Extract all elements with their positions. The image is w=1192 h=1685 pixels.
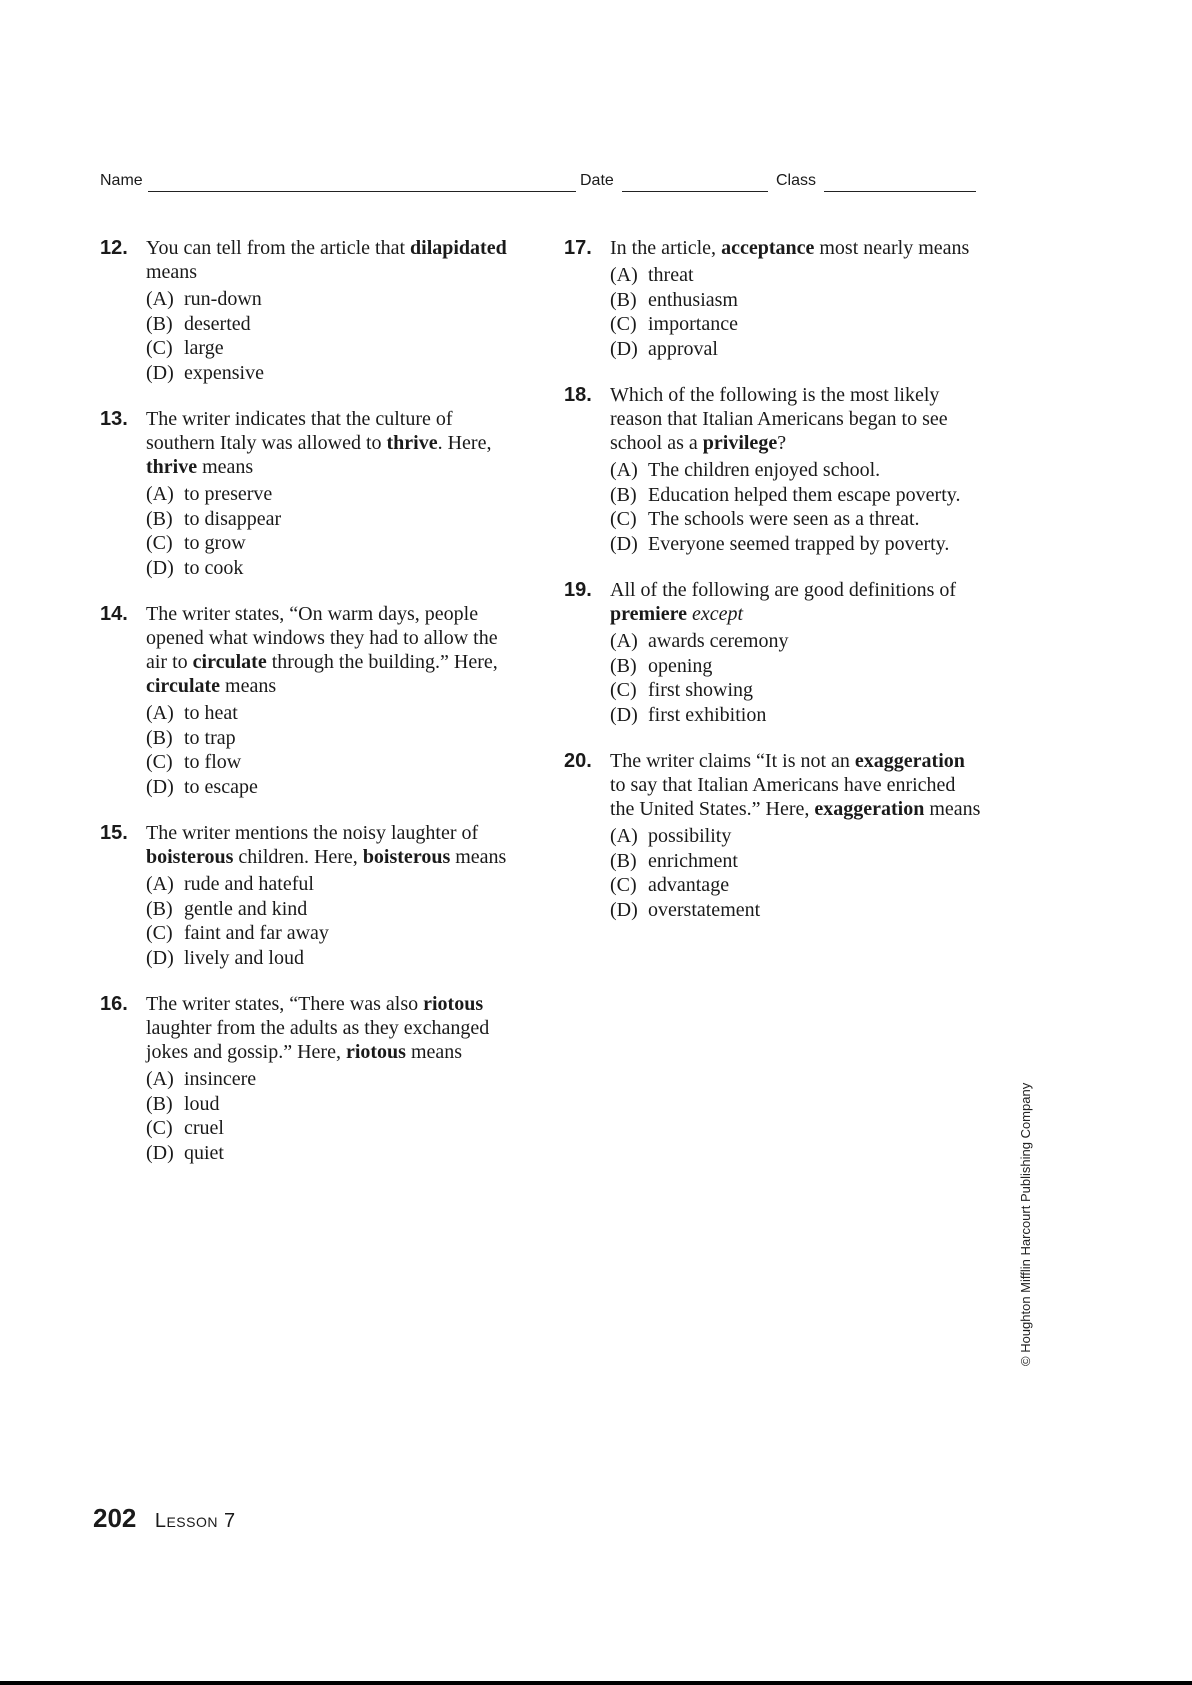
option-text: to cook [184, 556, 244, 579]
answer-options [610, 629, 984, 727]
answer-option[interactable] [610, 849, 984, 874]
option-letter: (B) [146, 1092, 173, 1115]
question-stem [610, 578, 984, 626]
stem-text: In the article, [610, 237, 722, 259]
question-stem [146, 236, 520, 284]
stem-text: means [405, 1041, 463, 1063]
answer-option[interactable] [146, 1067, 520, 1092]
option-text: The children enjoyed school. [648, 459, 881, 481]
question-block [564, 236, 984, 361]
option-text: enrichment [648, 849, 738, 872]
question-block [100, 602, 520, 799]
option-letter: (C) [610, 508, 637, 530]
stem-text: means [220, 675, 277, 697]
answer-option[interactable] [610, 312, 984, 337]
option-letter: (D) [146, 775, 174, 798]
answer-option[interactable] [610, 288, 984, 313]
stem-text: most nearly means [814, 237, 970, 259]
option-text: importance [648, 313, 738, 335]
option-text: quiet [184, 1141, 224, 1164]
answer-options [610, 263, 984, 361]
question-stem [610, 383, 984, 455]
option-letter: (D) [146, 556, 174, 579]
vocabulary-word: thrive [146, 456, 198, 478]
vocabulary-word: boisterous [146, 846, 234, 868]
option-text: rude and hateful [184, 873, 314, 895]
answer-option[interactable] [146, 531, 520, 556]
option-text: to heat [184, 702, 238, 724]
option-letter: (D) [146, 1141, 174, 1164]
answer-option[interactable] [146, 726, 520, 751]
lesson-label: Lesson 7 [154, 1510, 236, 1532]
stem-text: ? [777, 432, 787, 454]
answer-option[interactable] [146, 556, 520, 581]
option-text: Everyone seemed trapped by poverty. [648, 532, 950, 555]
option-text: gentle and kind [184, 897, 308, 920]
page-bottom-edge [0, 1681, 1192, 1685]
name-label: Name [100, 172, 143, 189]
question-stem [146, 992, 520, 1064]
option-letter: (D) [146, 946, 174, 969]
option-text: insincere [184, 1068, 257, 1090]
question-stem [146, 602, 520, 698]
option-text: expensive [184, 361, 264, 384]
page-number: 202 [93, 1503, 137, 1533]
option-letter: (A) [610, 825, 638, 847]
question-block [100, 407, 520, 580]
stem-text: The writer states, “On warm days, people opened what windows they had to allow the air to [146, 603, 498, 673]
option-text: faint and far away [184, 922, 329, 944]
question-number: 15. [100, 822, 128, 844]
answer-option[interactable] [146, 872, 520, 897]
option-letter: (A) [146, 483, 174, 505]
question-number: 20. [564, 750, 592, 772]
answer-option[interactable] [146, 701, 520, 726]
option-letter: (C) [146, 532, 173, 554]
answer-option[interactable] [146, 921, 520, 946]
option-letter: (C) [610, 679, 637, 701]
vocabulary-word: thrive [386, 432, 438, 454]
option-letter: (B) [146, 312, 173, 335]
vocabulary-word: privilege [702, 432, 778, 454]
option-text: The schools were seen as a threat. [648, 508, 920, 530]
option-letter: (C) [146, 751, 173, 773]
question-number: 12. [100, 237, 128, 259]
question-block [100, 992, 520, 1165]
option-text: enthusiasm [648, 288, 738, 311]
answer-option[interactable] [610, 654, 984, 679]
question-block [564, 749, 984, 922]
answer-option[interactable] [146, 507, 520, 532]
answer-options [146, 287, 520, 385]
option-text: awards ceremony [648, 630, 789, 652]
option-text: first showing [648, 679, 753, 701]
answer-option[interactable] [610, 678, 984, 703]
answer-option[interactable] [146, 1092, 520, 1117]
question-block [564, 383, 984, 556]
vocabulary-word: premiere [610, 603, 688, 625]
vocabulary-word: circulate [146, 675, 221, 697]
vocabulary-word: exaggeration [854, 750, 965, 772]
stem-text: means [197, 456, 254, 478]
option-letter: (A) [146, 702, 174, 724]
option-text: cruel [184, 1117, 224, 1139]
option-letter: (A) [146, 1068, 174, 1090]
question-stem [146, 407, 520, 479]
question-block [100, 821, 520, 970]
answer-options [146, 872, 520, 970]
stem-text: The writer states, “There was also [146, 993, 424, 1015]
option-letter: (B) [610, 288, 637, 311]
option-letter: (D) [146, 361, 174, 384]
option-text: advantage [648, 874, 730, 896]
vocabulary-word: acceptance [721, 237, 815, 259]
stem-text: The writer claims “It is not an [610, 750, 855, 772]
option-text: possibility [648, 825, 732, 847]
option-text: threat [648, 264, 694, 286]
answer-option[interactable] [610, 873, 984, 898]
right-question-column [564, 236, 984, 944]
option-letter: (D) [610, 532, 638, 555]
answer-option[interactable] [146, 1116, 520, 1141]
question-stem [610, 236, 984, 260]
name-field[interactable] [148, 191, 576, 192]
answer-options [146, 1067, 520, 1165]
option-text: to trap [184, 726, 236, 749]
answer-option[interactable] [146, 336, 520, 361]
answer-option[interactable] [610, 532, 984, 557]
option-letter: (C) [146, 1117, 173, 1139]
vocabulary-word: boisterous [362, 846, 451, 868]
question-stem [146, 821, 520, 869]
vocabulary-word: riotous [345, 1041, 406, 1063]
option-letter: (A) [146, 873, 174, 895]
question-block [564, 578, 984, 727]
stem-text: means [924, 798, 981, 820]
answer-option[interactable] [610, 824, 984, 849]
vocabulary-word: dilapidated [410, 237, 507, 259]
option-letter: (A) [610, 630, 638, 652]
answer-options [146, 482, 520, 580]
option-text: large [184, 337, 224, 359]
option-text: to disappear [184, 507, 282, 530]
name-date-class-header [100, 172, 980, 198]
vocabulary-word: circulate [192, 651, 267, 673]
option-letter: (C) [146, 337, 173, 359]
question-number: 13. [100, 408, 128, 430]
option-text: overstatement [648, 898, 761, 921]
option-text: loud [184, 1092, 220, 1115]
answer-option[interactable] [610, 507, 984, 532]
question-number: 19. [564, 579, 592, 601]
emphasis-text: except [692, 603, 744, 625]
question-number: 17. [564, 237, 592, 259]
stem-text: The writer mentions the noisy laughter of [146, 822, 479, 844]
option-letter: (B) [610, 483, 637, 506]
class-label: Class [776, 172, 817, 189]
answer-option[interactable] [146, 482, 520, 507]
option-text: to escape [184, 775, 258, 798]
option-text: deserted [184, 312, 251, 335]
answer-option[interactable] [146, 775, 520, 800]
answer-option[interactable] [146, 287, 520, 312]
stem-text: means [450, 846, 507, 868]
copyright-notice: © Houghton Mifflin Harcourt Publishing Company [1018, 1082, 1033, 1366]
stem-text: The writer indicates that the culture of southern Italy was allowed to [146, 408, 453, 454]
option-letter: (A) [146, 288, 174, 310]
stem-text: laughter from the adults as they exchanged jokes and gossip.” Here, [146, 1017, 490, 1063]
stem-text: . Here, [437, 432, 492, 454]
answer-option[interactable] [610, 703, 984, 728]
option-letter: (C) [610, 313, 637, 335]
answer-option[interactable] [146, 312, 520, 337]
answer-option[interactable] [610, 263, 984, 288]
class-field[interactable] [824, 191, 976, 192]
stem-text: children. Here, [233, 846, 363, 868]
answer-option[interactable] [146, 897, 520, 922]
option-text: to grow [184, 532, 246, 554]
option-text: approval [648, 337, 718, 360]
option-text: to preserve [184, 483, 273, 505]
option-text: run-down [184, 288, 262, 310]
answer-option[interactable] [146, 946, 520, 971]
stem-text: means [146, 261, 198, 283]
answer-option[interactable] [610, 629, 984, 654]
stem-text: You can tell from the article that [146, 237, 411, 259]
question-number: 14. [100, 603, 128, 625]
answer-option[interactable] [610, 337, 984, 362]
stem-text: through the building.” Here, [266, 651, 498, 673]
stem-text: Which of the following is the most likely reason that Italian Americans began to see school as a [610, 384, 948, 454]
option-letter: (D) [610, 337, 638, 360]
answer-options [146, 701, 520, 799]
option-text: opening [648, 654, 713, 677]
answer-options [610, 458, 984, 556]
stem-text: All of the following are good definitions of [610, 579, 957, 601]
option-letter: (B) [146, 897, 173, 920]
answer-option[interactable] [610, 898, 984, 923]
vocabulary-word: riotous [423, 993, 484, 1015]
option-letter: (B) [610, 849, 637, 872]
answer-option[interactable] [146, 1141, 520, 1166]
stem-text: to say that Italian Americans have enriched the United States.” Here, [610, 774, 956, 820]
answer-option[interactable] [146, 750, 520, 775]
page-footer [93, 1503, 236, 1534]
option-letter: (C) [146, 922, 173, 944]
answer-option[interactable] [610, 483, 984, 508]
option-letter: (D) [610, 703, 638, 726]
option-text: Education helped them escape poverty. [648, 483, 961, 506]
date-label: Date [580, 172, 614, 189]
answer-option[interactable] [146, 361, 520, 386]
option-text: to flow [184, 751, 242, 773]
left-question-column [100, 236, 520, 1187]
date-field[interactable] [622, 191, 768, 192]
option-letter: (B) [610, 654, 637, 677]
option-letter: (A) [610, 264, 638, 286]
answer-options [610, 824, 984, 922]
question-number: 16. [100, 993, 128, 1015]
question-stem [610, 749, 984, 821]
option-text: first exhibition [648, 703, 767, 726]
option-letter: (B) [146, 507, 173, 530]
option-letter: (B) [146, 726, 173, 749]
question-block [100, 236, 520, 385]
option-text: lively and loud [184, 946, 304, 969]
option-letter: (C) [610, 874, 637, 896]
question-number: 18. [564, 384, 592, 406]
option-letter: (A) [610, 459, 638, 481]
answer-option[interactable] [610, 458, 984, 483]
option-letter: (D) [610, 898, 638, 921]
vocabulary-word: exaggeration [814, 798, 925, 820]
